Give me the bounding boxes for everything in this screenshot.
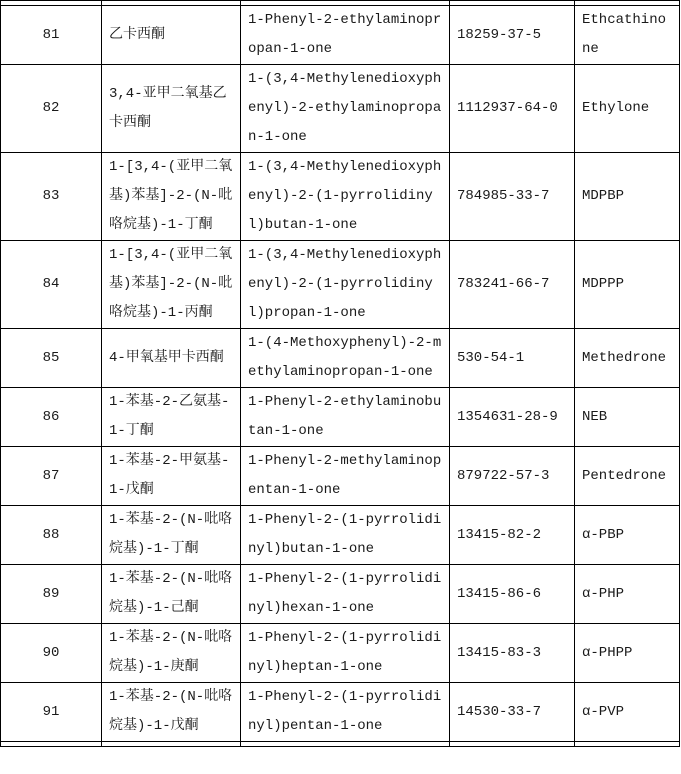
table-row xyxy=(1,65,680,153)
cas-number-cell: 1112937-64-0 xyxy=(450,65,575,153)
row-number-cell: 87 xyxy=(1,447,102,506)
row-number-cell: 82 xyxy=(1,65,102,153)
row-number-cell: 83 xyxy=(1,153,102,241)
cas-number-cell: 784985-33-7 xyxy=(450,153,575,241)
chinese-name-cell: 4-甲氧基甲卡西酮 xyxy=(102,329,241,388)
chinese-name-cell: 3,4-亚甲二氧基乙卡西酮 xyxy=(102,65,241,153)
row-number-cell: 81 xyxy=(1,6,102,65)
english-name-cell: 1-Phenyl-2-(1-pyrrolidinyl)heptan-1-one xyxy=(241,624,450,683)
table-row xyxy=(1,683,680,742)
empty-cell xyxy=(450,742,575,747)
row-number-cell: 90 xyxy=(1,624,102,683)
cas-number-cell: 13415-82-2 xyxy=(450,506,575,565)
table-row xyxy=(1,153,680,241)
empty-cell xyxy=(575,742,680,747)
table-row xyxy=(1,329,680,388)
english-name-cell: 1-Phenyl-2-(1-pyrrolidinyl)hexan-1-one xyxy=(241,565,450,624)
chinese-name-cell: 1-[3,4-(亚甲二氧基)苯基]-2-(N-吡咯烷基)-1-丁酮 xyxy=(102,153,241,241)
common-name-cell: Methedrone xyxy=(575,329,680,388)
common-name-cell: Ethcathinone xyxy=(575,6,680,65)
english-name-cell: 1-Phenyl-2-(1-pyrrolidinyl)butan-1-one xyxy=(241,506,450,565)
cas-number-cell: 783241-66-7 xyxy=(450,241,575,329)
table-row xyxy=(1,6,680,65)
table-row xyxy=(1,241,680,329)
row-number-cell: 84 xyxy=(1,241,102,329)
chinese-name-cell: 1-[3,4-(亚甲二氧基)苯基]-2-(N-吡咯烷基)-1-丙酮 xyxy=(102,241,241,329)
common-name-cell: MDPPP xyxy=(575,241,680,329)
next-row-partial xyxy=(1,742,680,747)
common-name-cell: α-PHPP xyxy=(575,624,680,683)
english-name-cell: 1-Phenyl-2-ethylaminopropan-1-one xyxy=(241,6,450,65)
empty-cell xyxy=(241,742,450,747)
table-row xyxy=(1,624,680,683)
table-row xyxy=(1,447,680,506)
common-name-cell: NEB xyxy=(575,388,680,447)
chinese-name-cell: 1-苯基-2-甲氨基-1-戊酮 xyxy=(102,447,241,506)
row-number-cell: 91 xyxy=(1,683,102,742)
cas-number-cell: 14530-33-7 xyxy=(450,683,575,742)
english-name-cell: 1-(3,4-Methylenedioxyphenyl)-2-(1-pyrrolidinyl)butan-1-one xyxy=(241,153,450,241)
chinese-name-cell: 1-苯基-2-(N-吡咯烷基)-1-己酮 xyxy=(102,565,241,624)
common-name-cell: α-PBP xyxy=(575,506,680,565)
empty-cell xyxy=(1,742,102,747)
row-number-cell: 86 xyxy=(1,388,102,447)
common-name-cell: MDPBP xyxy=(575,153,680,241)
table-row xyxy=(1,506,680,565)
chinese-name-cell: 1-苯基-2-(N-吡咯烷基)-1-庚酮 xyxy=(102,624,241,683)
cas-number-cell: 530-54-1 xyxy=(450,329,575,388)
cas-number-cell: 13415-86-6 xyxy=(450,565,575,624)
chinese-name-cell: 1-苯基-2-乙氨基-1-丁酮 xyxy=(102,388,241,447)
row-number-cell: 88 xyxy=(1,506,102,565)
cas-number-cell: 879722-57-3 xyxy=(450,447,575,506)
table-row xyxy=(1,565,680,624)
english-name-cell: 1-(3,4-Methylenedioxyphenyl)-2-(1-pyrrolidinyl)propan-1-one xyxy=(241,241,450,329)
common-name-cell: α-PVP xyxy=(575,683,680,742)
cas-number-cell: 18259-37-5 xyxy=(450,6,575,65)
common-name-cell: Pentedrone xyxy=(575,447,680,506)
chinese-name-cell: 乙卡西酮 xyxy=(102,6,241,65)
english-name-cell: 1-(3,4-Methylenedioxyphenyl)-2-ethylaminopropan-1-one xyxy=(241,65,450,153)
substances-table-body xyxy=(1,1,680,747)
english-name-cell: 1-Phenyl-2-ethylaminobutan-1-one xyxy=(241,388,450,447)
chinese-name-cell: 1-苯基-2-(N-吡咯烷基)-1-丁酮 xyxy=(102,506,241,565)
row-number-cell: 89 xyxy=(1,565,102,624)
common-name-cell: α-PHP xyxy=(575,565,680,624)
cas-number-cell: 1354631-28-9 xyxy=(450,388,575,447)
table-row xyxy=(1,388,680,447)
common-name-cell: Ethylone xyxy=(575,65,680,153)
english-name-cell: 1-(4-Methoxyphenyl)-2-methylaminopropan-1-one xyxy=(241,329,450,388)
chinese-name-cell: 1-苯基-2-(N-吡咯烷基)-1-戊酮 xyxy=(102,683,241,742)
english-name-cell: 1-Phenyl-2-methylaminopentan-1-one xyxy=(241,447,450,506)
cas-number-cell: 13415-83-3 xyxy=(450,624,575,683)
row-number-cell: 85 xyxy=(1,329,102,388)
english-name-cell: 1-Phenyl-2-(1-pyrrolidinyl)pentan-1-one xyxy=(241,683,450,742)
empty-cell xyxy=(102,742,241,747)
